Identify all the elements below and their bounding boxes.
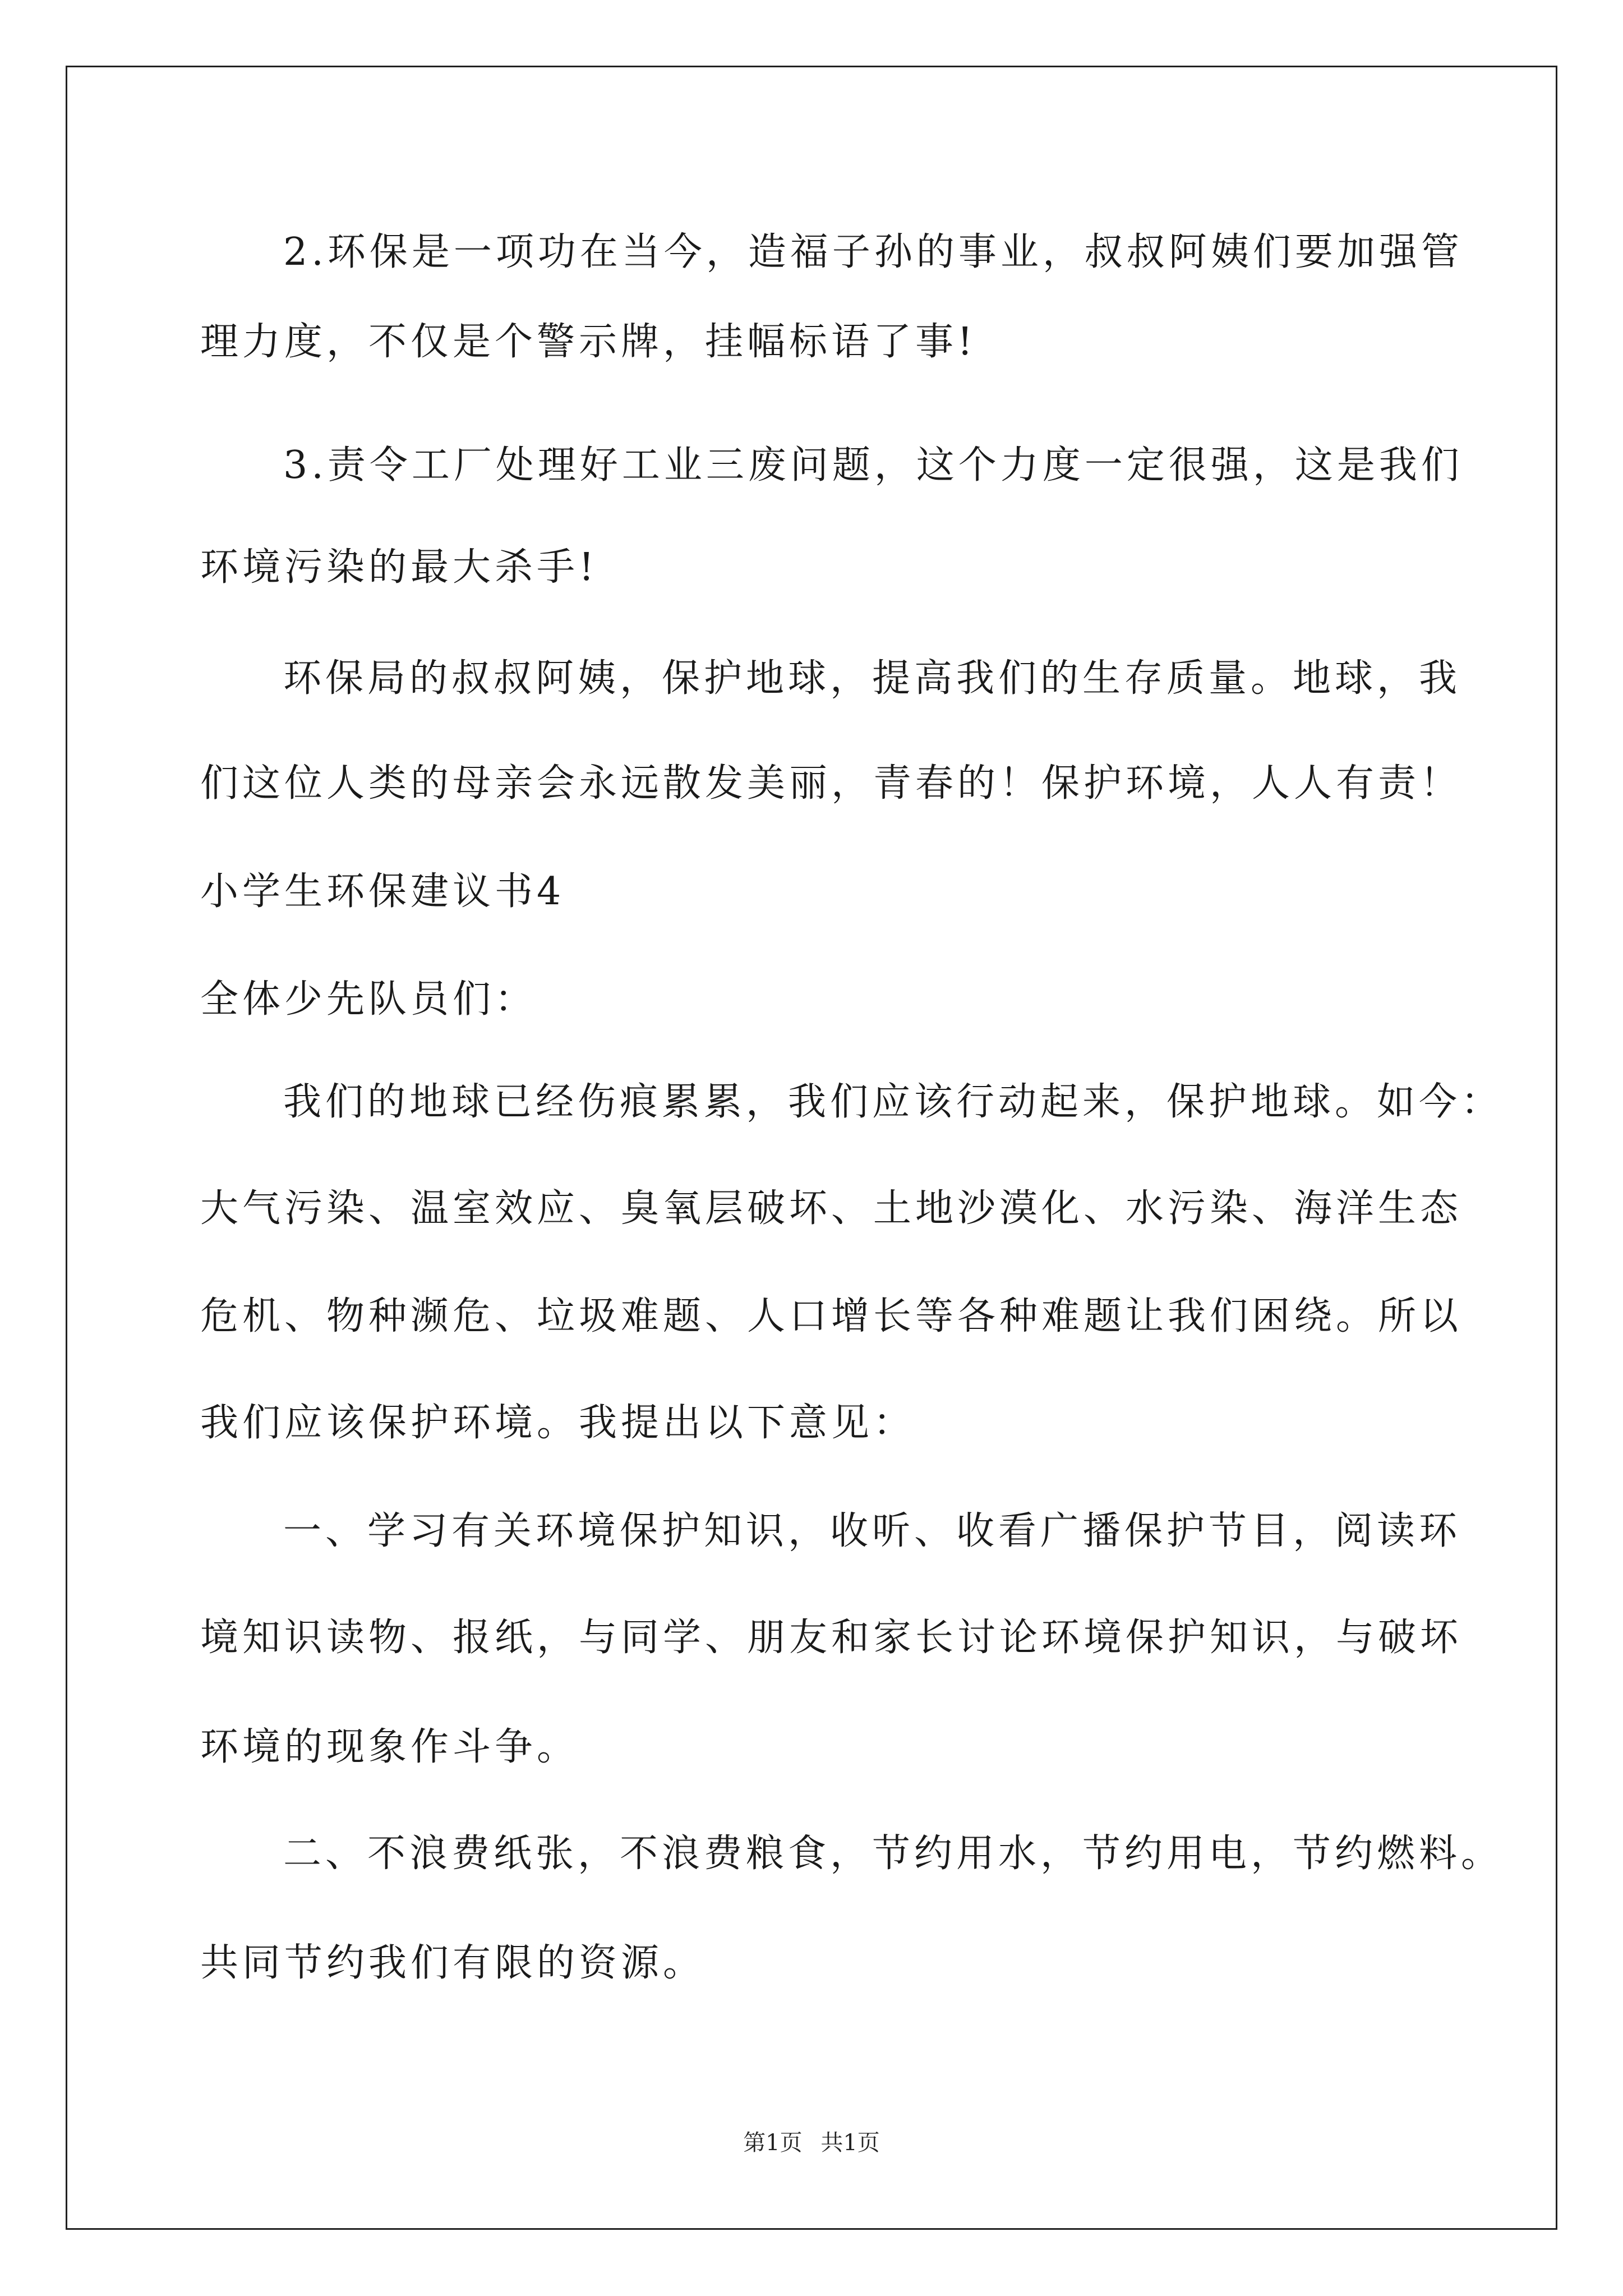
paragraph-line: 2.环保是一项功在当今，造福子孙的事业，叔叔阿姨们要加强管	[283, 230, 1463, 274]
paragraph-line: 我们应该保护环境。我提出以下意见：	[200, 1401, 916, 1445]
paragraph-line: 共同节约我们有限的资源。	[200, 1941, 706, 1985]
paragraph-line: 环保局的叔叔阿姨，保护地球，提高我们的生存质量。地球，我	[283, 656, 1461, 701]
paragraph-line: 我们的地球已经伤痕累累，我们应该行动起来，保护地球。如今：	[283, 1080, 1504, 1124]
salutation: 全体少先队员们：	[200, 977, 537, 1022]
page-total: 共1页	[820, 2130, 880, 2156]
paragraph-line: 境知识读物、报纸，与同学、朋友和家长讨论环境保护知识，与破坏	[200, 1616, 1463, 1660]
paragraph-line: 一、学习有关环境保护知识，收听、收看广播保护节目，阅读环	[283, 1509, 1461, 1553]
paragraph-line: 环境的现象作斗争。	[200, 1725, 579, 1769]
page-number: 第1页	[743, 2130, 803, 2156]
paragraph-line: 大气污染、温室效应、臭氧层破坏、土地沙漠化、水污染、海洋生态	[200, 1186, 1463, 1231]
section-heading: 小学生环保建议书4	[200, 869, 565, 914]
page-footer	[0, 2129, 1623, 2157]
paragraph-line: 环境污染的最大杀手!	[200, 545, 598, 590]
paragraph-line: 们这位人类的母亲会永远散发美丽，青春的！保护环境，人人有责！	[200, 761, 1463, 806]
page-border	[66, 66, 1557, 2230]
paragraph-line: 二、不浪费纸张，不浪费粮食，节约用水，节约用电，节约燃料。	[283, 1832, 1504, 1876]
paragraph-line: 3.责令工厂处理好工业三废问题，这个力度一定很强，这是我们	[283, 443, 1463, 487]
paragraph-line: 理力度，不仅是个警示牌，挂幅标语了事!	[200, 320, 977, 364]
paragraph-line: 危机、物种濒危、垃圾难题、人口增长等各种难题让我们困绕。所以	[200, 1294, 1463, 1338]
